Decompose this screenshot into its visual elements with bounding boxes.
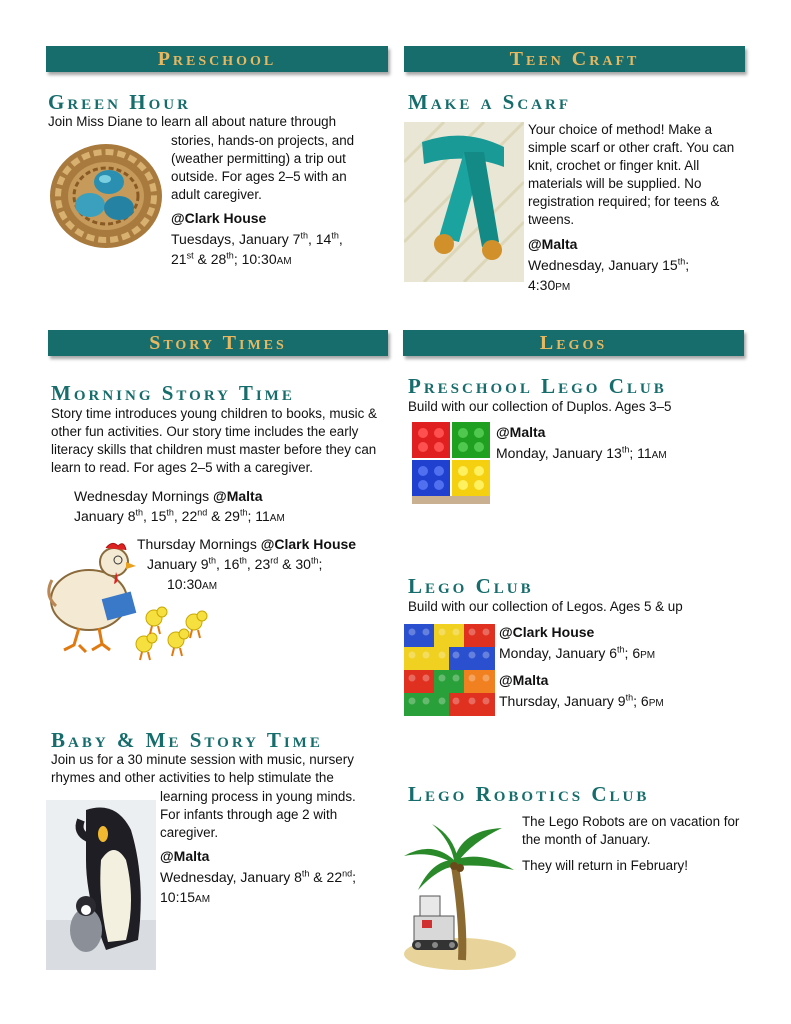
green-hour-heading: Green Hour (48, 90, 191, 114)
robot-on-island-image (402, 820, 520, 972)
baby-and-me-desc-b: learning process in young minds. For infants through age 2 with caregiver. (160, 789, 356, 840)
duplo-blocks-image (410, 420, 492, 506)
lego-club-schedule-2: Thursday, January 9th; 6pm (499, 692, 664, 709)
green-hour-desc-b: stories, hands-on projects, and (weather permitting) a trip out outside. For ages 2–5 with an adult caregiver. (171, 133, 355, 202)
green-hour-location: @Clark House (171, 210, 267, 226)
story-times-banner-label: Story Times (149, 331, 287, 354)
legos-banner-label: Legos (539, 331, 608, 354)
make-a-scarf-location: @Malta (528, 236, 578, 252)
bird-nest-image (47, 140, 165, 252)
make-a-scarf-heading: Make a Scarf (408, 90, 571, 114)
preschool-lego-club-desc: Build with our collection of Duplos. Ages 3–5 (408, 399, 672, 414)
lego-club-location-1: @Clark House (499, 624, 595, 640)
make-a-scarf-schedule: Wednesday, January 15th; 4:30pm (528, 256, 690, 293)
legos-banner (403, 330, 744, 356)
preschool-lego-club-schedule: Monday, January 13th; 11am (496, 444, 667, 461)
wednesday-mornings-schedule: Wednesday Mornings @Malta January 8th, 15th, 22nd & 29th; 11am (74, 488, 285, 524)
green-hour-schedule: Tuesdays, January 7th, 14th, 21st & 28th; 10:30am (171, 230, 343, 267)
thursday-mornings-schedule: Thursday Mornings @Clark House January 9th, 16th, 23rd & 30th; 10:30am (137, 536, 357, 592)
lego-club-schedule-1: Monday, January 6th; 6pm (499, 644, 656, 661)
lego-club-desc: Build with our collection of Legos. Ages 5 & up (408, 599, 683, 614)
penguin-image (46, 800, 156, 970)
lego-club-heading: Lego Club (408, 574, 534, 598)
lego-bricks-image (404, 624, 495, 716)
baby-and-me-desc-a: Join us for a 30 minute session with music, nursery rhymes and other activities to help stimulate the (51, 752, 354, 785)
teen-craft-banner (404, 46, 745, 72)
preschool-banner (46, 46, 388, 72)
story-times-banner (48, 330, 388, 356)
hen-reading-image (44, 540, 216, 666)
preschool-banner-label: Preschool (157, 47, 277, 70)
baby-and-me-location: @Malta (160, 848, 210, 864)
teen-craft-banner-label: Teen Craft (509, 47, 640, 70)
preschool-lego-club-location: @Malta (496, 424, 546, 440)
morning-story-time-heading: Morning Story Time (51, 381, 295, 405)
baby-and-me-heading: Baby & Me Story Time (51, 728, 323, 752)
lego-robotics-line1: The Lego Robots are on vacation for the month of January. (522, 814, 740, 847)
lego-robotics-club-heading: Lego Robotics Club (408, 782, 650, 806)
lego-club-location-2: @Malta (499, 672, 549, 688)
baby-and-me-schedule: Wednesday, January 8th & 22nd; 10:15am (160, 868, 357, 905)
scarf-image (404, 122, 524, 282)
preschool-lego-club-heading: Preschool Lego Club (408, 374, 667, 398)
morning-story-time-desc: Story time introduces young children to books, music & other fun activities. Our story time includes the early literacy skills that children must master before they can learn to read. For ages 2–5 with a caregiver. (51, 406, 377, 475)
make-a-scarf-desc: Your choice of method! Make a simple scarf or other craft. You can knit, crochet or finger knit. All materials will be supplied. No registration required; for teens & tweens. (528, 122, 735, 227)
lego-robotics-line2: They will return in February! (522, 858, 688, 873)
green-hour-desc-a: Join Miss Diane to learn all about nature through (48, 114, 337, 129)
